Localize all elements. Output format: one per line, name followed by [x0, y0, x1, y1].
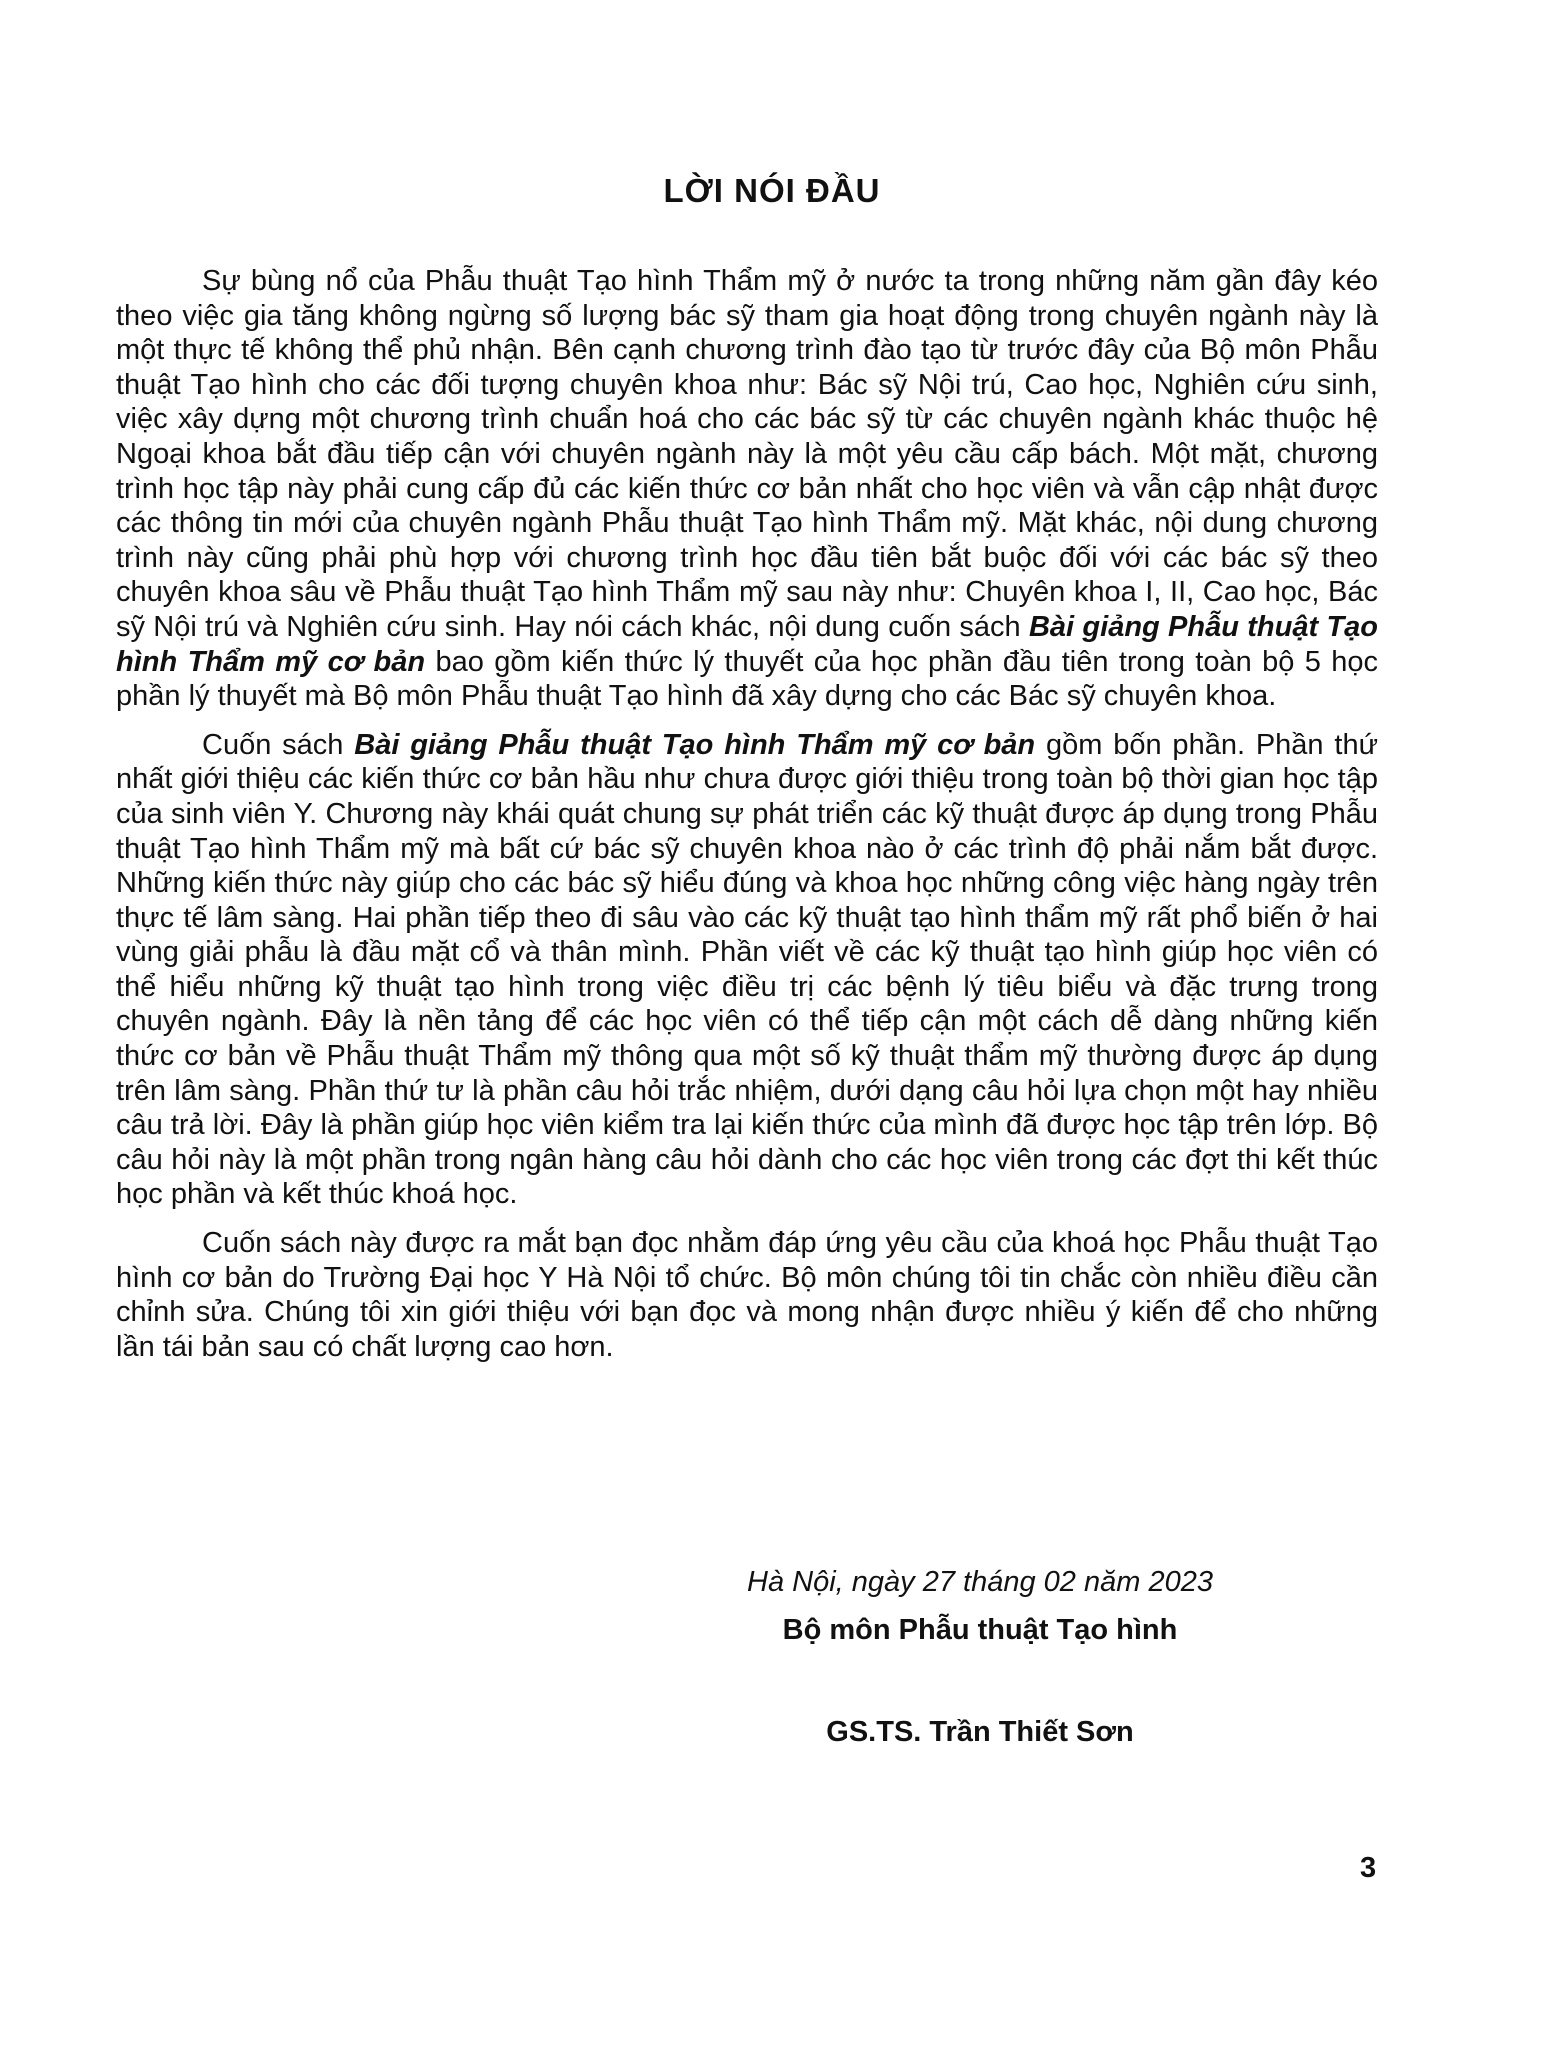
page-number: 3 — [1360, 1852, 1377, 1884]
signature-department: Bộ môn Phẫu thuật Tạo hình — [782, 1614, 1178, 1646]
book-title: Bài giảng Phẫu thuật Tạo hình Thẩm mỹ cơ bản — [354, 728, 1036, 761]
paragraph-2-text-start: Cuốn sách — [202, 728, 355, 761]
paragraph-1 — [116, 264, 1378, 714]
body-text — [116, 264, 1378, 1378]
page-title: LỜI NÓI ĐẦU — [663, 172, 881, 209]
paragraph-2 — [116, 728, 1378, 1212]
signature-place-date: Hà Nội, ngày 27 tháng 02 năm 2023 — [747, 1566, 1213, 1598]
book-title: Bài giảng Phẫu thuật Tạo hình Thẩm mỹ cơ bản — [116, 610, 1378, 678]
paragraph-1-text-start: Sự bùng nổ của Phẫu thuật Tạo hình Thẩm mỹ ở nước ta trong những năm gần đây kéo theo việc gia tăng không ngừng số lượng bác sỹ tham gia hoạt động trong chuyên ngành này là một thực tế không thể phủ nhận. Bên cạnh chương trình đào tạo từ trước đây của Bộ môn Phẫu thuật Tạo hình cho các đối tượng chuyên khoa như: Bác sỹ Nội trú, Cao học, Nghiên cứu sinh, việc xây dựng một chương trình chuẩn hoá cho các bác sỹ từ các chuyên ngành khác thuộc hệ Ngoại khoa bắt đầu tiếp cận với chuyên ngành này là một yêu cầu cấp bách. Một mặt, chương trình học tập này phải cung cấp đủ các kiến thức cơ bản nhất cho học viên và vẫn cập nhật được các thông tin mới của chuyên ngành Phẫu thuật Tạo hình Thẩm mỹ. Mặt khác, nội dung chương trình này cũng phải phù hợp với chương trình học đầu tiên bắt buộc đối với các bác sỹ theo chuyên khoa sâu về Phẫu thuật Tạo hình Thẩm mỹ sau này như: Chuyên khoa I, II, Cao học, Bác sỹ Nội trú và Nghiên cứu sinh. Hay nói cách khác, nội dung cuốn sách — [116, 265, 1378, 643]
paragraph-2-text-end: gồm bốn phần. Phần thứ nhất giới thiệu các kiến thức cơ bản hầu như chưa được giới thiệu trong toàn bộ thời gian học tập của sinh viên Y. Chương này khái quát chung sự phát triển các kỹ thuật được áp dụng trong Phẫu thuật Tạo hình Thẩm mỹ mà bất cứ bác sỹ chuyên khoa nào ở các trình độ phải nắm bắt được. Những kiến thức này giúp cho các bác sỹ hiểu đúng và khoa học những công việc hàng ngày trên thực tế lâm sàng. Hai phần tiếp theo đi sâu vào các kỹ thuật tạo hình thẩm mỹ rất phổ biến ở hai vùng giải phẫu là đầu mặt cổ và thân mình. Phần viết về các kỹ thuật tạo hình giúp học viên có thể hiểu những kỹ thuật tạo hình trong việc điều trị các bệnh lý tiêu biểu và đặc trưng trong chuyên ngành. Đây là nền tảng để các học viên có thể tiếp cận một cách dễ dàng những kiến thức cơ bản về Phẫu thuật Thẩm mỹ thông qua một số kỹ thuật thẩm mỹ thường được áp dụng trên lâm sàng. Phần thứ tư là phần câu hỏi trắc nhiệm, dưới dạng câu hỏi lựa chọn một hay nhiều câu trả lời. Đây là phần giúp học viên kiểm tra lại kiến thức của mình đã được học tập trên lớp. Bộ câu hỏi này là một phần trong ngân hàng câu hỏi dành cho các học viên trong các đợt thi kết thúc học phần và kết thúc khoá học. — [116, 728, 1378, 1211]
paragraph-1-text-end: bao gồm kiến thức lý thuyết của học phần đầu tiên trong toàn bộ 5 học phần lý thuyết mà Bộ môn Phẫu thuật Tạo hình đã xây dựng cho các Bác sỹ chuyên khoa. — [116, 645, 1379, 713]
signature-author: GS.TS. Trần Thiết Sơn — [826, 1716, 1134, 1748]
paragraph-3: Cuốn sách này được ra mắt bạn đọc nhằm đáp ứng yêu cầu của khoá học Phẫu thuật Tạo hình cơ bản do Trường Đại học Y Hà Nội tổ chức. Bộ môn chúng tôi tin chắc còn nhiều điều cần chỉnh sửa. Chúng tôi xin giới thiệu với bạn đọc và mong nhận được nhiều ý kiến để cho những lần tái bản sau có chất lượng cao hơn. — [116, 1227, 1378, 1363]
